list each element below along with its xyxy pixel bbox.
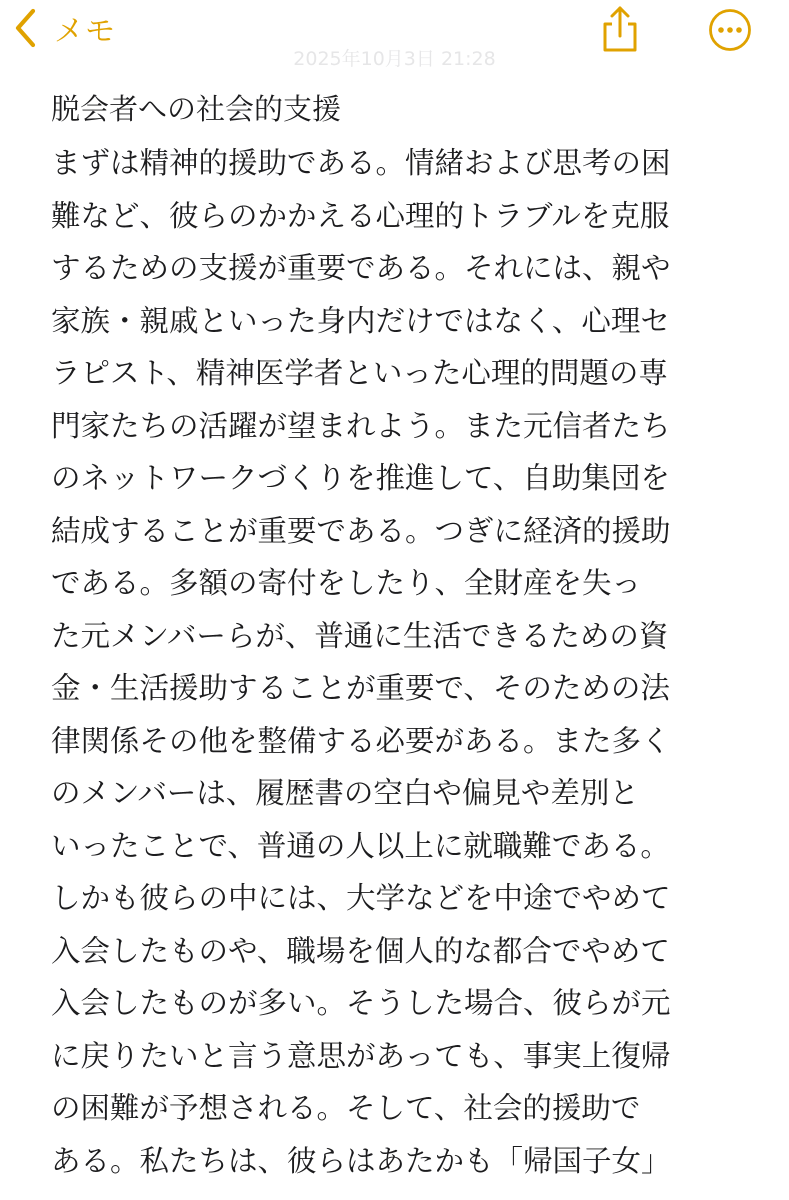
- note-line: 結成することが重要である。つぎに経済的援助: [51, 513, 671, 548]
- note-line: た元メンバーらが、普通に生活できるための資: [51, 618, 669, 653]
- note-timestamp: 2025年10月3日 21:28: [293, 48, 496, 70]
- note-line: 入会したものが多い。そうした場合、彼らが元: [51, 986, 671, 1020]
- note-line: しかも彼らの中には、大学などを中途でやめて: [51, 881, 671, 915]
- note-line: 律関係その他を整備する必要がある。また多く: [51, 723, 671, 758]
- note-line: 金・生活援助することが重要で、そのための法: [51, 671, 670, 705]
- note-line: のメンバーは、履歴書の空白や偏見や差別と: [51, 776, 639, 810]
- note-line: である。多額の寄付をしたり、全財産を失っ: [51, 566, 642, 600]
- note-line: 難など、彼らのかかえる心理的トラブルを克服: [51, 198, 670, 233]
- note-line: まずは精神的援助である。情緒および思考の困: [51, 146, 671, 180]
- note-line: ある。私たちは、彼らはあたかも「帰国子女」: [51, 1143, 671, 1178]
- note-line: の困難が予想される。そして、社会的援助で: [51, 1091, 641, 1125]
- note-line: に戻りたいと言う意思があっても、事実上復帰: [51, 1038, 671, 1073]
- note-body[interactable]: [51, 85, 741, 1187]
- note-line: ラピスト、精神医学者といった心理的問題の専: [51, 356, 668, 390]
- note-line: 家族・親戚といった身内だけではなく、心理セ: [51, 303, 670, 338]
- note-title: 脱会者への社会的支援: [51, 92, 342, 126]
- note-line: するための支援が重要である。それには、親や: [51, 251, 671, 285]
- back-label: メモ: [54, 14, 116, 49]
- note-line: 入会したものや、職場を個人的な都合でやめて: [51, 933, 670, 968]
- note-line: 門家たちの活躍が望まれよう。また元信者たち: [51, 408, 671, 443]
- note-line: いったことで、普通の人以上に就職難である。: [51, 828, 670, 863]
- chevron-left-icon: [14, 8, 38, 48]
- note-line: のネットワークづくりを推進して、自助集団を: [51, 461, 670, 495]
